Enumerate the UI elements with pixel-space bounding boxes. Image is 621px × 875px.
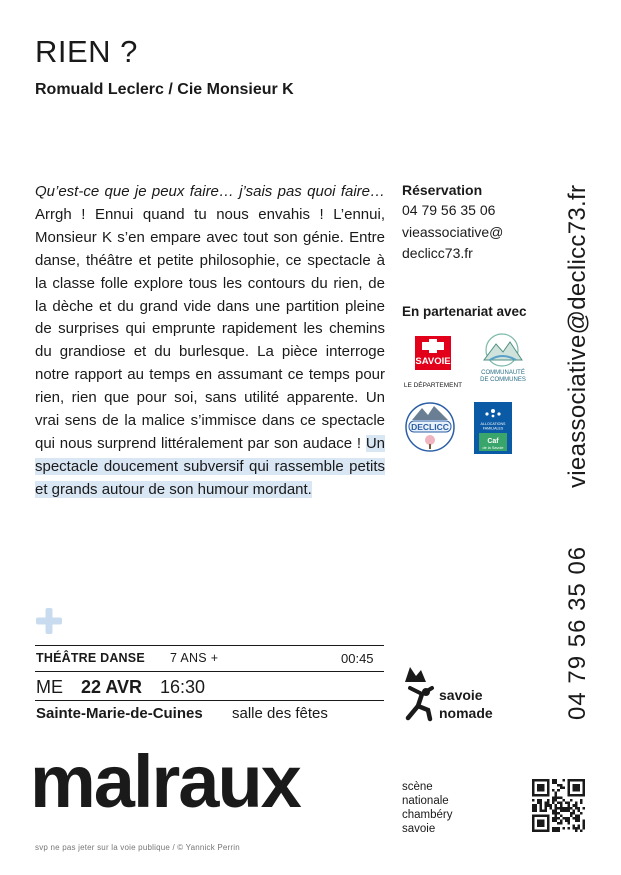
show-day: ME [36,677,63,697]
savoie-nomade-line1: savoie [439,687,483,703]
scene-line-2: nationale [402,795,449,807]
show-genre: THÉÂTRE DANSE [36,651,145,665]
declicc-logo [404,400,456,454]
savoie-nomade-line2: nomade [439,705,493,721]
page-title: RIEN ? [35,34,138,69]
caf-line2: FAMILIALES [482,426,504,431]
show-age: 7 ANS + [170,651,219,665]
reservation-phone: 04 79 56 35 06 [402,202,496,218]
communaute-line2: DE COMMUNES [480,377,526,383]
plus-icon [34,606,64,636]
savoie-logo-name: SAVOIE [415,356,451,367]
divider-middle [35,671,384,672]
subtitle: Romuald Leclerc / Cie Monsieur K [35,81,294,98]
malraux-logo: malraux [30,740,300,823]
savoie-nomade-icon [402,664,438,722]
partners-heading: En partenariat avec [402,304,527,319]
caf-logo [474,402,512,454]
reservation-email-line1: vieassociative@ [402,224,504,240]
show-town: Sainte-Marie-de-Cuines [36,705,203,722]
caf-line3: Caf [487,438,499,445]
scene-line-3: chambéry [402,809,453,821]
communaute-line1: COMMUNAUTÉ [481,370,525,376]
caf-line4: de la Savoie [482,446,504,450]
scene-line-1: scène [402,781,433,793]
vertical-email: vieassociative@declicc73.fr [564,184,591,488]
declicc-logo-name: DECLICC [411,422,449,432]
savoie-department-logo [402,334,464,390]
caf-line1: ALLOCATIONS [480,422,506,426]
show-date: 22 AVR [81,677,143,697]
description-highlight: Un spectacle doucement subversif qui rassemble petits et grands autour de son humour mordant. [35,434,385,498]
divider-bottom [35,700,384,701]
description [35,181,385,502]
vertical-phone: 04 79 56 35 06 [564,545,591,720]
communaute-de-communes-logo [474,330,532,388]
show-duration: 00:45 [341,651,374,666]
divider-top [35,645,384,646]
show-time: 16:30 [160,677,206,697]
description-main: Arrgh ! Ennui quand tu nous envahis ! L’ennui, Monsieur K s’en empare avec tout son génie. Entre danse, théâtre et petite philosophie, ce spectacle à la classe folle explore tous les contours du rien, de la dèche et du grand vide dans une partition pleine de surprises qui emprunte rapidement les chemins du grandiose et du burlesque. La pièce interroge notre rapport au temps en assumant ce temps pour rien, rien que pour soi, sans utilité apparente. Un vrai sens de la malice s’immisce dans ce spectacle qui nous surprend littéralement par son audace ! [35,205,385,452]
scene-line-4: savoie [402,823,436,835]
savoie-logo-caption: LE DÉPARTEMENT [403,382,463,389]
show-venue: salle des fêtes [232,705,328,722]
reservation-email-line2: declicc73.fr [402,245,473,261]
qr-code[interactable] [532,779,585,832]
description-italic: Qu’est-ce que je peux faire… j’sais pas quoi faire… [35,183,385,200]
reservation-heading: Réservation [402,182,483,198]
footer-credit: svp ne pas jeter sur la voie publique / © Yannick Perrin [35,843,240,852]
